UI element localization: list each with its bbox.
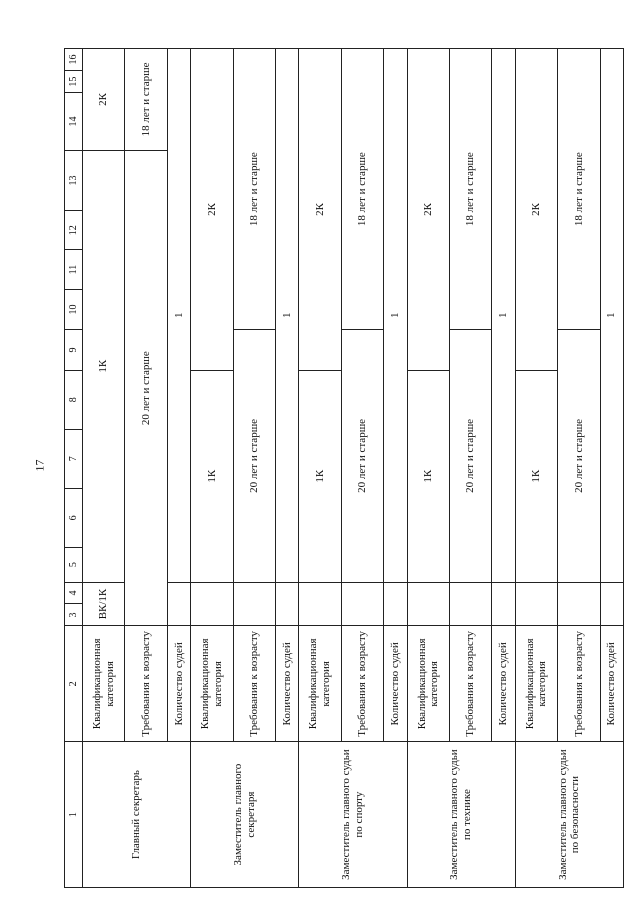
role-title: Заместитель главного судьи по технике xyxy=(407,742,515,888)
empty-cell xyxy=(492,582,515,626)
role-title: Заместитель главного судьи по спорту xyxy=(299,742,407,888)
empty-cell xyxy=(600,582,623,626)
judge-count-cell: 1 xyxy=(276,49,299,583)
category-cell: 1К xyxy=(83,150,125,582)
judge-count-cell: 1 xyxy=(492,49,515,583)
age-cell: 20 лет и старше xyxy=(233,330,275,582)
role-title: Заместитель главного судьи по безопасности xyxy=(515,742,623,888)
category-cell: 1К xyxy=(407,370,449,582)
category-cell: 1К xyxy=(191,370,233,582)
category-cell: 2К xyxy=(83,49,125,151)
column-header: 8 xyxy=(65,370,83,429)
column-header: 16 xyxy=(65,49,83,71)
category-cell: 2К xyxy=(515,49,557,371)
empty-cell xyxy=(167,582,190,626)
header-row xyxy=(65,49,83,888)
column-header: 3 xyxy=(65,604,83,626)
page-number: 17 xyxy=(32,459,47,472)
column-header: 14 xyxy=(65,93,83,151)
table-row xyxy=(191,49,233,888)
empty-cell xyxy=(233,582,275,626)
role-title: Главный секретарь xyxy=(83,742,191,888)
age-cell: 20 лет и старше xyxy=(341,330,383,582)
parameter-label: Количество судей xyxy=(600,626,623,742)
parameter-label: Квалификационная категория xyxy=(407,626,449,742)
empty-cell xyxy=(407,582,449,626)
column-header: 15 xyxy=(65,71,83,93)
parameter-label: Квалификационная категория xyxy=(515,626,557,742)
age-cell: 18 лет и старше xyxy=(558,49,600,330)
age-cell: 20 лет и старше xyxy=(449,330,491,582)
judge-count-cell: 1 xyxy=(384,49,407,583)
table-row xyxy=(83,49,125,888)
age-cell: 20 лет и старше xyxy=(558,330,600,582)
category-cell: 2К xyxy=(407,49,449,371)
column-header: 4 xyxy=(65,582,83,604)
parameter-label: Требования к возрасту xyxy=(449,626,491,742)
category-cell: 2К xyxy=(191,49,233,371)
parameter-label: Количество судей xyxy=(384,626,407,742)
rotated-table-container xyxy=(64,48,624,888)
age-cell: 18 лет и старше xyxy=(125,49,167,151)
empty-cell xyxy=(299,582,341,626)
table-row xyxy=(515,49,557,888)
column-header: 11 xyxy=(65,250,83,289)
parameter-label: Количество судей xyxy=(167,626,190,742)
column-header: 12 xyxy=(65,211,83,250)
empty-cell xyxy=(515,582,557,626)
age-cell: 20 лет и старше xyxy=(125,150,167,626)
category-cell: ВК/1К xyxy=(83,582,125,626)
parameter-label: Требования к возрасту xyxy=(125,626,167,742)
empty-cell xyxy=(276,582,299,626)
category-cell: 1К xyxy=(299,370,341,582)
age-cell: 18 лет и старше xyxy=(233,49,275,330)
role-title: Заместитель главного секретаря xyxy=(191,742,299,888)
column-header: 1 xyxy=(65,742,83,888)
age-cell: 18 лет и старше xyxy=(341,49,383,330)
empty-cell xyxy=(191,582,233,626)
column-header: 9 xyxy=(65,330,83,371)
empty-cell xyxy=(384,582,407,626)
parameter-label: Квалификационная категория xyxy=(299,626,341,742)
column-header: 2 xyxy=(65,626,83,742)
parameter-label: Квалификационная категория xyxy=(83,626,125,742)
empty-cell xyxy=(341,582,383,626)
category-cell: 2К xyxy=(299,49,341,371)
column-header: 13 xyxy=(65,150,83,210)
empty-cell xyxy=(558,582,600,626)
column-header: 6 xyxy=(65,488,83,547)
parameter-label: Требования к возрасту xyxy=(558,626,600,742)
column-header: 10 xyxy=(65,289,83,330)
parameter-label: Квалификационная категория xyxy=(191,626,233,742)
empty-cell xyxy=(449,582,491,626)
judges-requirements-table xyxy=(64,48,624,888)
category-cell: 1К xyxy=(515,370,557,582)
judge-count-cell: 1 xyxy=(167,49,190,583)
judge-count-cell: 1 xyxy=(600,49,623,583)
table-row xyxy=(299,49,341,888)
column-header: 5 xyxy=(65,547,83,582)
table-row xyxy=(407,49,449,888)
column-header: 7 xyxy=(65,429,83,488)
parameter-label: Требования к возрасту xyxy=(233,626,275,742)
parameter-label: Требования к возрасту xyxy=(341,626,383,742)
parameter-label: Количество судей xyxy=(276,626,299,742)
age-cell: 18 лет и старше xyxy=(449,49,491,330)
parameter-label: Количество судей xyxy=(492,626,515,742)
